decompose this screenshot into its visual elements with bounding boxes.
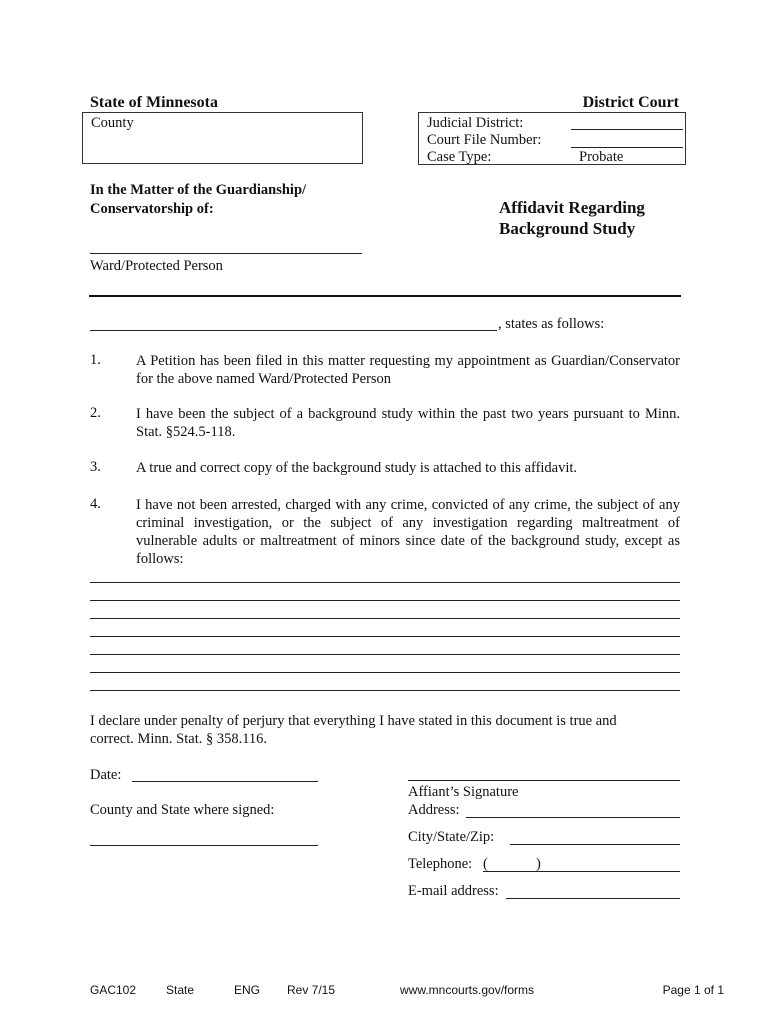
exception-line-4[interactable] [90,636,680,637]
footer-lang: ENG [234,983,261,997]
footer-url: www.mncourts.gov/forms [400,983,535,997]
item-2-number: 2. [90,405,101,421]
exception-line-7[interactable] [90,690,680,691]
city-state-zip-field[interactable] [510,844,680,845]
case-type-value: Probate [579,149,624,165]
exception-line-2[interactable] [90,600,680,601]
intro-suffix: , states as follows: [498,316,605,332]
court-info-box [418,112,686,165]
telephone-label: Telephone: [408,856,473,872]
court-file-number-field[interactable] [571,147,683,148]
matter-line-1: In the Matter of the Guardianship/ [90,182,307,198]
telephone-area-close: ) [536,856,541,872]
affiant-signature-label: Affiant’s Signature [408,784,519,800]
judicial-district-field[interactable] [571,129,683,130]
item-1-number: 1. [90,352,101,368]
item-2-text: I have been the subject of a background study within the past two years pursuant to Minn. Stat. §524.5-118. [136,406,680,440]
address-field[interactable] [466,817,680,818]
telephone-area-open: ( [483,856,488,872]
court-file-number-label: Court File Number: [427,132,542,148]
affiant-name-field[interactable] [90,330,497,331]
item-1-text: A Petition has been filed in this matter requesting my appointment as Guardian/Conservator for the above named Ward/Protected Person [136,353,680,387]
exception-line-3[interactable] [90,618,680,619]
title-line-2: Background Study [499,219,636,238]
footer-form-id: GAC102 [90,983,137,997]
footer-rev: Rev 7/15 [287,983,336,997]
section-divider [89,295,681,297]
item-4-number: 4. [90,496,101,512]
title-line-1: Affidavit Regarding [499,198,645,217]
item-4-text: I have not been arrested, charged with any crime, convicted of any crime, the subject of any criminal investigation, or the subject of any investigation regarding maltreatment of vulnerable adults or maltreatment of minors since date of the background study, except as follows: [136,497,680,567]
court-heading: District Court [582,94,679,111]
ward-name-field[interactable] [90,253,362,254]
footer-state: State [166,983,195,997]
date-label: Date: [90,767,122,783]
county-box[interactable] [82,112,363,164]
judicial-district-label: Judicial District: [427,115,524,131]
item-3-number: 3. [90,459,101,475]
city-state-zip-label: City/State/Zip: [408,829,495,845]
county-label: County [91,115,134,131]
item-3-text: A true and correct copy of the background study is attached to this affidavit. [136,460,578,476]
address-label: Address: [408,802,460,818]
matter-line-2: Conservatorship of: [90,201,214,217]
ward-label: Ward/Protected Person [90,258,223,274]
exception-line-5[interactable] [90,654,680,655]
declaration-text: I declare under penalty of perjury that everything I have stated in this document is true and correct. Minn. Stat. § 358.116. [90,713,617,747]
telephone-field[interactable] [483,871,680,872]
county-state-field[interactable] [90,845,318,846]
date-field[interactable] [132,781,318,782]
exception-line-1[interactable] [90,582,680,583]
county-state-label: County and State where signed: [90,802,275,818]
email-field[interactable] [506,898,680,899]
case-type-label: Case Type: [427,149,492,165]
affiant-signature-field[interactable] [408,780,680,781]
email-label: E-mail address: [408,883,499,899]
state-heading: State of Minnesota [90,94,218,111]
exception-line-6[interactable] [90,672,680,673]
footer-page: Page 1 of 1 [662,983,724,997]
